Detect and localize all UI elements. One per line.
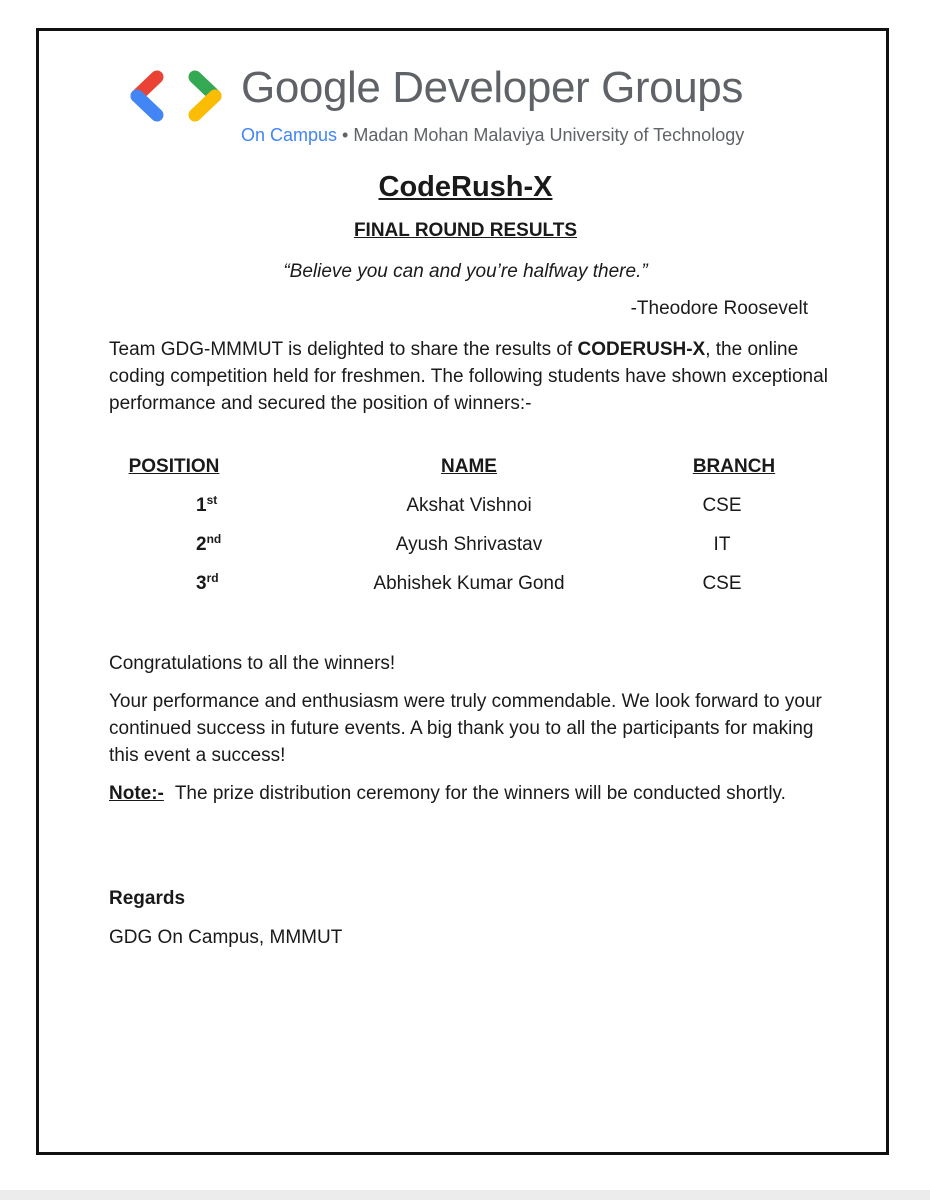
row-name: Abhishek Kumar Gond [373,573,565,594]
performance-paragraph: Your performance and enthusiasm were truly commendable. We look forward to your continued success in future events. A big thank you to all the participants for making this event a success! [109,691,822,766]
note-paragraph [109,780,829,807]
row-branch: CSE [702,573,742,594]
brand-subtitle [241,125,744,146]
congrats-line: Congratulations to all the winners! [109,653,396,674]
document-title: CodeRush-X [378,171,553,203]
header-name: NAME [441,456,497,477]
quote-author: -Theodore Roosevelt [630,298,808,319]
row-branch: IT [713,534,731,555]
row-position: 1st [196,493,218,516]
note-label: Note:- [109,783,164,804]
university-label: • Madan Mohan Malaviya University of Technology [337,125,745,145]
bottom-strip [0,1190,930,1200]
row-position: 2nd [196,532,222,555]
row-branch: CSE [702,495,742,516]
results-document [36,28,889,1155]
intro-text-end: , the online coding competition held for freshmen. The following students have shown exceptional performance and secured the position of winners:- [109,339,828,414]
brand-name: Google Developer Groups [241,63,743,112]
header-position: POSITION [128,456,220,477]
header-branch: BRANCH [692,456,776,477]
note-text: The prize distribution ceremony for the winners will be conducted shortly. [169,783,786,804]
gdg-logo [127,63,807,149]
signoff-line: GDG On Campus, MMMUT [109,927,343,948]
quote: “Believe you can and you’re halfway there.” [283,261,648,282]
row-name: Ayush Shrivastav [395,534,543,555]
regards-label: Regards [109,888,186,909]
intro-paragraph [109,336,829,417]
gdg-brackets-icon [127,69,227,123]
event-name-bold: CODERUSH-X [577,339,706,360]
document-subtitle: FINAL ROUND RESULTS [353,220,578,241]
row-name: Akshat Vishnoi [406,495,532,516]
intro-text-start: Team GDG-MMMUT is delighted to share the results of [109,339,578,360]
row-position: 3rd [196,571,219,594]
on-campus-label: On Campus [241,125,338,145]
